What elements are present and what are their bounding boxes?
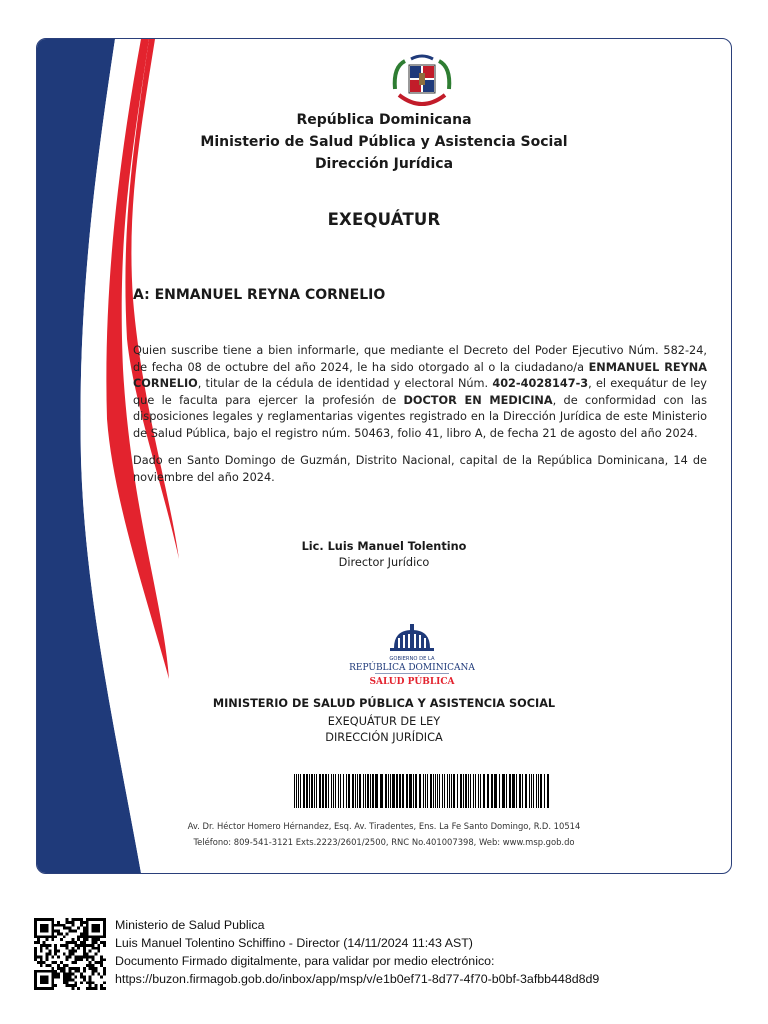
certificate-frame — [36, 38, 732, 874]
footer-direction: DIRECCIÓN JURÍDICA — [325, 731, 443, 744]
digital-signature-block — [115, 916, 599, 988]
document-title: EXEQUÁTUR — [327, 210, 441, 229]
svg-text:SALUD PÚBLICA: SALUD PÚBLICA — [369, 677, 455, 687]
paragraph-decree: Quien suscribe tiene a bien informarle, que mediante el Decreto del Poder Ejecutivo Núm. 582-24, de fecha 08 de octubre del año 2024, le ha sido otorgado al o la ciudadano/a ENMANUEL REYNA CORNELIO, titular de la cédula de identidad y electoral Núm. 402-4028147-3, el exequátur de ley que le faculta para ejercer la profesión de DOCTOR EN MEDICINA, de conformidad con las disposiciones legales y reglamentarias vigentes registrado en la Dirección Jurídica de este Ministerio de Salud Pública, bajo el registro núm. 50463, folio 41, libro A, de fecha 21 de agosto del año 2024. — [133, 344, 707, 440]
footer-address: Av. Dr. Héctor Homero Hérnandez, Esq. Av. Tiradentes, Ens. La Fe Santo Domingo, R.D. 10514 — [187, 821, 581, 831]
signature-line-entity: Ministerio de Salud Publica — [115, 918, 265, 932]
barcode — [294, 774, 550, 808]
svg-text:REPÚBLICA DOMINICANA: REPÚBLICA DOMINICANA — [349, 663, 475, 673]
signature-line-signer: Luis Manuel Tolentino Schiffino - Director (14/11/2024 11:43 AST) — [115, 936, 473, 950]
government-logo — [337, 622, 487, 688]
coat-of-arms-emblem — [387, 51, 457, 113]
header-country: República Dominicana — [296, 112, 472, 128]
footer-phone: Teléfono: 809-541-3121 Exts.2223/2601/2500, RNC No.401007398, Web: www.msp.gob.do — [193, 837, 575, 847]
recipient-name: ENMANUEL REYNA CORNELIO — [133, 360, 707, 390]
signatory-name: Lic. Luis Manuel Tolentino — [301, 540, 467, 553]
addressee: A: ENMANUEL REYNA CORNELIO — [133, 287, 386, 303]
paragraph-issued: Dado en Santo Domingo de Guzmán, Distrito Nacional, capital de la República Dominicana, 14 de noviembre del año 2024. — [133, 454, 707, 484]
header-ministry: Ministerio de Salud Pública y Asistencia Social — [200, 134, 568, 150]
profession: DOCTOR EN MEDICINA — [403, 393, 553, 407]
footer-exequatur: EXEQUÁTUR DE LEY — [327, 715, 441, 728]
footer-ministry: MINISTERIO DE SALUD PÚBLICA Y ASISTENCIA SOCIAL — [212, 697, 556, 710]
signatory-role: Director Jurídico — [338, 556, 430, 569]
header-direction: Dirección Jurídica — [314, 156, 454, 172]
signature-line-notice: Documento Firmado digitalmente, para validar por medio electrónico: — [115, 954, 495, 968]
signature-validation-link[interactable]: https://buzon.firmagob.gob.do/inbox/app/msp/v/e1b0ef71-8d77-4f70-b0bf-3afbb448d8d9 — [115, 972, 600, 986]
cedula-number: 402-4028147-3 — [492, 377, 589, 390]
svg-text:GOBIERNO DE LA: GOBIERNO DE LA — [389, 656, 435, 662]
qr-code — [34, 918, 106, 990]
